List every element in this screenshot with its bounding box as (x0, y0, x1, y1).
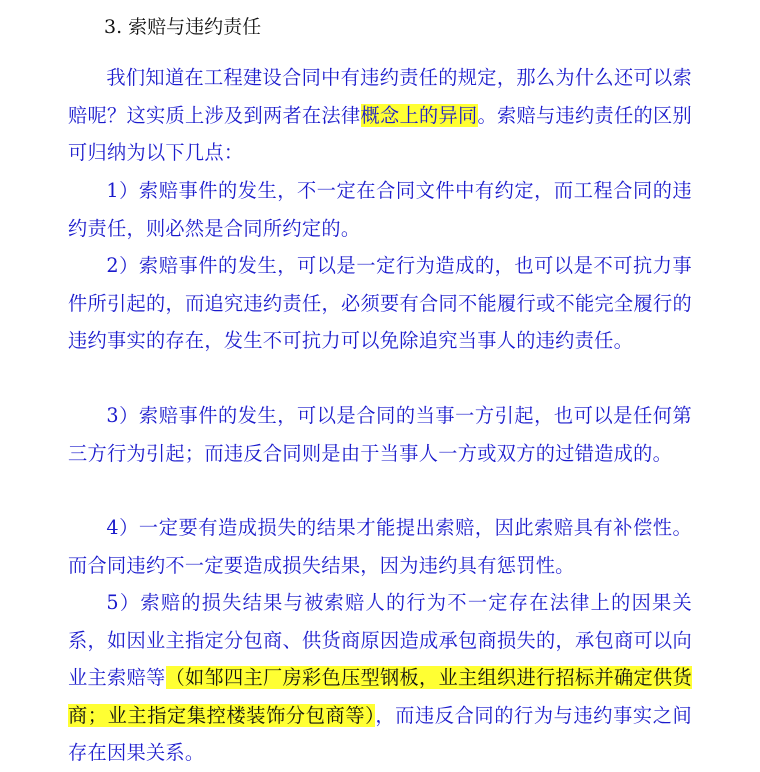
intro-text-start: 我们知道在工程建设合同中有违约责任的规定，那么为什么还可以索赔呢？这实质上涉及到两者在法律 (68, 66, 692, 127)
point-4-paragraph (68, 509, 692, 584)
point-5-text-end: ，而违反合同的行为与违约事实之间存在因果关系。 (68, 703, 692, 764)
section-heading: 3. 索赔与违约责任 (104, 16, 262, 38)
point-3-text: 3）索赔事件的发生，可以是合同的当事一方引起，也可以是任何第三方行为引起；而违反合同则是由于当事人一方或双方的过错造成的。 (68, 404, 692, 465)
point-2-text: 2）索赔事件的发生，可以是一定行为造成的，也可以是不可抗力事件所引起的，而追究违约责任，必须要有合同不能履行或不能完全履行的违约事实的存在，发生不可抗力可以免除追究当事人的违约责任。 (68, 254, 692, 352)
point-1-paragraph (68, 172, 692, 247)
highlighted-example: （如邹四主厂房彩色压型钢板，业主组织进行招标并确定供货商；业主指定集控楼装饰分包商等） (68, 666, 693, 727)
point-1-text: 1）索赔事件的发生，不一定在合同文件中有约定，而工程合同的违约责任，则必然是合同所约定的。 (68, 179, 692, 240)
point-2-paragraph (68, 247, 692, 360)
intro-text-end: 。索赔与违约责任的区别可归纳为以下几点： (68, 103, 692, 164)
point-5-text-start: 5）索赔的损失结果与被索赔人的行为不一定存在法律上的因果关系，如因业主指定分包商、供货商原因造成承包商损失的，承包商可以向业主索赔等 (68, 591, 692, 689)
intro-paragraph (68, 59, 692, 172)
point-4-text: 4）一定要有造成损失的结果才能提出索赔，因此索赔具有补偿性。而合同违约不一定要造成损失结果，因为违约具有惩罚性。 (68, 516, 692, 577)
highlighted-phrase: 概念上的异同 (360, 103, 478, 127)
point-5-paragraph (68, 584, 692, 772)
point-3-paragraph (68, 397, 692, 472)
